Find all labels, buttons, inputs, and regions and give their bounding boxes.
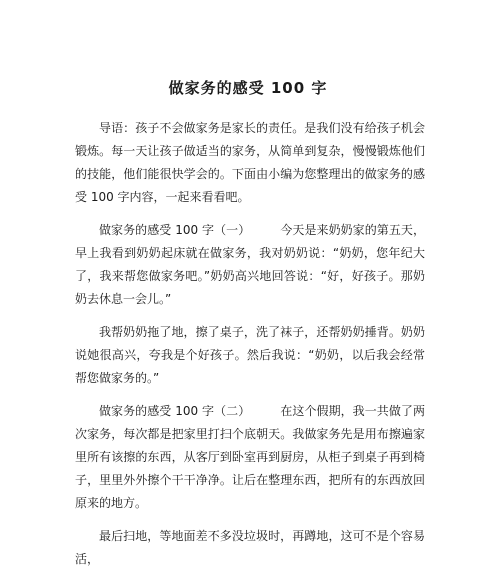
intro-paragraph: 导语：孩子不会做家务是家长的责任。是我们没有给孩子机会锻炼。每一天让孩子做适当的家务，从简单到复杂，慢慢锻炼他们的技能，他们能很快学会的。下面由小编为您整理出的做家务的感受 100 字内容，一起来看看吧。 [75,121,425,204]
body-paragraph: 我帮奶奶拖了地，擦了桌子，洗了袜子，还帮奶奶捶背。奶奶说她很高兴，夸我是个好孩子。然后我说：“奶奶，以后我会经常帮您做家务的。” [75,325,425,385]
section-two-text: 在这个假期，我一共做了两次家务，每次都是把家里打扫个底朝天。我做家务先是用布擦遍家里所有该擦的东西，从客厅到卧室再到厨房，从柜子到桌子再到椅子，里里外外擦个干干净净。让后在整理东西，把所有的东西放回原来的地方。 [75,404,425,510]
section-one-heading: 做家务的感受 100 字（一） [99,223,251,238]
section-two-paragraph [75,400,425,515]
section-one-paragraph [75,219,425,311]
body-paragraph-last: 最后扫地，等地面差不多没垃圾时，再蹲地，这可不是个容易活， [75,529,425,566]
document-title: 做家务的感受 100 字 [168,79,328,97]
section-one-text: 今天是来奶奶家的第五天，早上我看到奶奶起床就在做家务，我对奶奶说：“奶奶，您年纪大了，我来帮您做家务吧。”奶奶高兴地回答说：“好，好孩子。那奶奶去休息一会儿。” [75,223,425,306]
document-body [75,117,425,581]
section-two-heading: 做家务的感受 100 字（二） [99,404,251,419]
